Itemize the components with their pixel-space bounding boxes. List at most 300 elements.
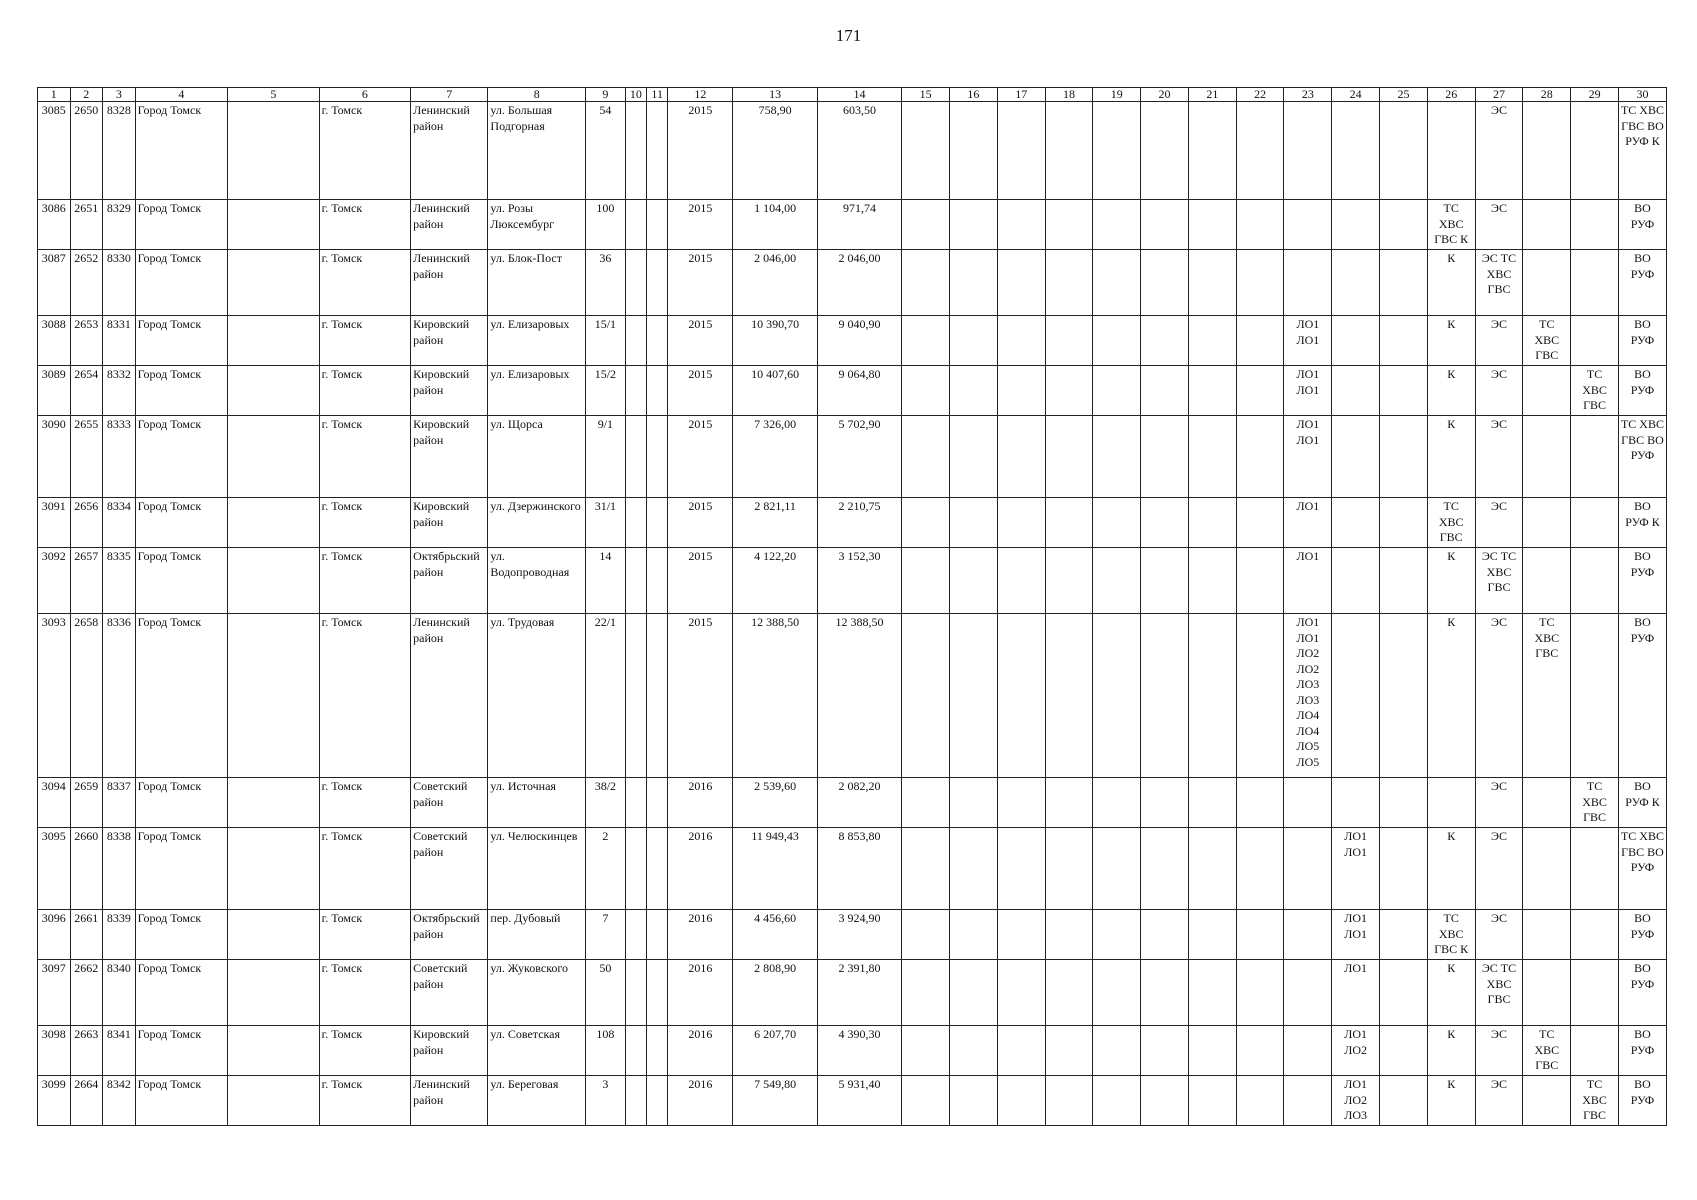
column-header-16: 16 [950,88,998,102]
cell-col-11 [647,1026,668,1076]
cell-col-17 [997,200,1045,250]
column-header-13: 13 [733,88,817,102]
cell-col-22 [1236,960,1284,1026]
cell-col-18 [1045,416,1093,498]
column-header-25: 25 [1380,88,1428,102]
cell-col-5 [228,778,320,828]
cell-col-30: ТС ХВС ГВС ВО РУФ [1618,416,1666,498]
cell-col-10 [625,498,646,548]
column-header-20: 20 [1141,88,1189,102]
cell-col-26: ТС ХВС ГВС К [1427,910,1475,960]
column-header-26: 26 [1427,88,1475,102]
cell-col-17 [997,498,1045,548]
cell-col-24: ЛО1 ЛО1 [1332,910,1380,960]
cell-col-25 [1380,416,1428,498]
cell-col-4: Город Томск [135,910,228,960]
cell-col-1: 3099 [38,1076,71,1126]
cell-col-5 [228,102,320,200]
cell-col-22 [1236,102,1284,200]
cell-col-19 [1093,316,1141,366]
cell-col-14: 5 931,40 [817,1076,901,1126]
cell-col-16 [950,316,998,366]
cell-col-22 [1236,828,1284,910]
cell-col-14: 3 924,90 [817,910,901,960]
cell-col-21 [1188,828,1236,910]
cell-col-27: ЭС [1475,498,1523,548]
cell-col-8: ул. Водопроводная [488,548,586,614]
cell-col-17 [997,960,1045,1026]
cell-col-27: ЭС [1475,1026,1523,1076]
cell-col-16 [950,102,998,200]
cell-col-17 [997,1026,1045,1076]
cell-col-4: Город Томск [135,614,228,778]
cell-col-13: 2 539,60 [733,778,817,828]
cell-col-25 [1380,316,1428,366]
table-row [38,960,1667,1026]
cell-col-4: Город Томск [135,366,228,416]
cell-col-20 [1141,102,1189,200]
cell-col-28 [1523,960,1571,1026]
cell-col-30: ВО РУФ [1618,960,1666,1026]
cell-col-7: Советский район [411,778,488,828]
cell-col-7: Кировский район [411,366,488,416]
cell-col-8: ул. Щорса [488,416,586,498]
column-header-12: 12 [668,88,733,102]
column-header-29: 29 [1571,88,1619,102]
cell-col-13: 2 808,90 [733,960,817,1026]
cell-col-3: 8339 [103,910,136,960]
cell-col-25 [1380,910,1428,960]
cell-col-12: 2016 [668,910,733,960]
cell-col-26: ТС ХВС ГВС [1427,498,1475,548]
cell-col-27: ЭС [1475,416,1523,498]
column-header-1: 1 [38,88,71,102]
cell-col-19 [1093,828,1141,910]
cell-col-26: К [1427,1026,1475,1076]
cell-col-1: 3089 [38,366,71,416]
cell-col-25 [1380,366,1428,416]
cell-col-19 [1093,910,1141,960]
cell-col-26: К [1427,960,1475,1026]
column-header-10: 10 [625,88,646,102]
cell-col-29 [1571,960,1619,1026]
cell-col-9: 22/1 [586,614,626,778]
cell-col-5 [228,366,320,416]
cell-col-26 [1427,778,1475,828]
cell-col-1: 3085 [38,102,71,200]
cell-col-28 [1523,498,1571,548]
cell-col-23: ЛО1 [1284,548,1332,614]
table-row [38,1026,1667,1076]
column-header-11: 11 [647,88,668,102]
cell-col-14: 9 064,80 [817,366,901,416]
cell-col-17 [997,1076,1045,1126]
cell-col-7: Кировский район [411,316,488,366]
cell-col-12: 2015 [668,548,733,614]
cell-col-10 [625,778,646,828]
cell-col-15 [902,200,950,250]
cell-col-23 [1284,910,1332,960]
cell-col-19 [1093,778,1141,828]
table-row [38,366,1667,416]
cell-col-12: 2016 [668,1076,733,1126]
column-header-21: 21 [1188,88,1236,102]
cell-col-28: ТС ХВС ГВС [1523,316,1571,366]
cell-col-18 [1045,498,1093,548]
cell-col-19 [1093,416,1141,498]
cell-col-4: Город Томск [135,828,228,910]
cell-col-1: 3097 [38,960,71,1026]
cell-col-26: К [1427,316,1475,366]
cell-col-14: 5 702,90 [817,416,901,498]
column-header-8: 8 [488,88,586,102]
column-header-27: 27 [1475,88,1523,102]
cell-col-7: Советский район [411,960,488,1026]
cell-col-21 [1188,614,1236,778]
cell-col-10 [625,548,646,614]
cell-col-18 [1045,1026,1093,1076]
cell-col-11 [647,250,668,316]
cell-col-25 [1380,1026,1428,1076]
cell-col-14: 603,50 [817,102,901,200]
cell-col-29 [1571,200,1619,250]
cell-col-30: ВО РУФ [1618,614,1666,778]
cell-col-2: 2664 [70,1076,103,1126]
cell-col-19 [1093,1076,1141,1126]
cell-col-27: ЭС [1475,366,1523,416]
cell-col-3: 8342 [103,1076,136,1126]
column-header-9: 9 [586,88,626,102]
cell-col-21 [1188,910,1236,960]
table-row [38,498,1667,548]
cell-col-21 [1188,416,1236,498]
cell-col-6: г. Томск [319,200,411,250]
cell-col-2: 2658 [70,614,103,778]
cell-col-27: ЭС [1475,828,1523,910]
cell-col-23 [1284,828,1332,910]
cell-col-27: ЭС [1475,316,1523,366]
cell-col-22 [1236,200,1284,250]
cell-col-22 [1236,250,1284,316]
cell-col-5 [228,1026,320,1076]
cell-col-23 [1284,200,1332,250]
cell-col-11 [647,102,668,200]
cell-col-9: 54 [586,102,626,200]
cell-col-28 [1523,548,1571,614]
cell-col-5 [228,614,320,778]
cell-col-14: 9 040,90 [817,316,901,366]
cell-col-2: 2656 [70,498,103,548]
cell-col-5 [228,548,320,614]
cell-col-9: 50 [586,960,626,1026]
cell-col-25 [1380,102,1428,200]
cell-col-15 [902,910,950,960]
cell-col-15 [902,366,950,416]
cell-col-3: 8338 [103,828,136,910]
cell-col-16 [950,960,998,1026]
column-header-24: 24 [1332,88,1380,102]
cell-col-9: 38/2 [586,778,626,828]
cell-col-18 [1045,778,1093,828]
cell-col-5 [228,200,320,250]
table-row [38,1076,1667,1126]
cell-col-6: г. Томск [319,498,411,548]
cell-col-4: Город Томск [135,416,228,498]
cell-col-11 [647,366,668,416]
cell-col-9: 14 [586,548,626,614]
cell-col-12: 2015 [668,614,733,778]
cell-col-25 [1380,200,1428,250]
cell-col-16 [950,778,998,828]
cell-col-6: г. Томск [319,910,411,960]
cell-col-5 [228,960,320,1026]
cell-col-16 [950,498,998,548]
cell-col-21 [1188,366,1236,416]
cell-col-6: г. Томск [319,828,411,910]
cell-col-11 [647,828,668,910]
cell-col-29 [1571,548,1619,614]
cell-col-5 [228,828,320,910]
cell-col-25 [1380,1076,1428,1126]
table-row [38,548,1667,614]
cell-col-14: 2 210,75 [817,498,901,548]
cell-col-15 [902,778,950,828]
cell-col-30: ВО РУФ [1618,200,1666,250]
cell-col-25 [1380,250,1428,316]
cell-col-10 [625,102,646,200]
column-header-17: 17 [997,88,1045,102]
cell-col-30: ВО РУФ [1618,548,1666,614]
cell-col-16 [950,1026,998,1076]
cell-col-20 [1141,548,1189,614]
cell-col-3: 8340 [103,960,136,1026]
cell-col-9: 15/1 [586,316,626,366]
cell-col-24 [1332,316,1380,366]
cell-col-15 [902,1076,950,1126]
cell-col-16 [950,416,998,498]
table-row [38,316,1667,366]
cell-col-14: 2 082,20 [817,778,901,828]
cell-col-22 [1236,416,1284,498]
cell-col-17 [997,250,1045,316]
cell-col-26: К [1427,1076,1475,1126]
cell-col-15 [902,614,950,778]
cell-col-11 [647,778,668,828]
cell-col-8: ул. Челюскинцев [488,828,586,910]
cell-col-7: Кировский район [411,1026,488,1076]
table-row [38,910,1667,960]
cell-col-7: Кировский район [411,416,488,498]
cell-col-24 [1332,416,1380,498]
cell-col-14: 2 046,00 [817,250,901,316]
column-header-3: 3 [103,88,136,102]
cell-col-3: 8341 [103,1026,136,1076]
cell-col-8: ул. Розы Люксембург [488,200,586,250]
column-header-23: 23 [1284,88,1332,102]
cell-col-21 [1188,102,1236,200]
cell-col-11 [647,548,668,614]
cell-col-19 [1093,614,1141,778]
cell-col-10 [625,366,646,416]
cell-col-29 [1571,102,1619,200]
cell-col-28 [1523,828,1571,910]
cell-col-2: 2659 [70,778,103,828]
cell-col-24 [1332,548,1380,614]
cell-col-8: ул. Блок-Пост [488,250,586,316]
cell-col-10 [625,316,646,366]
cell-col-4: Город Томск [135,102,228,200]
cell-col-8: ул. Береговая [488,1076,586,1126]
cell-col-15 [902,416,950,498]
column-number-row [38,88,1667,102]
cell-col-6: г. Томск [319,1026,411,1076]
cell-col-1: 3093 [38,614,71,778]
cell-col-22 [1236,548,1284,614]
cell-col-30: ВО РУФ [1618,366,1666,416]
cell-col-22 [1236,366,1284,416]
table-row [38,828,1667,910]
cell-col-8: ул. Источная [488,778,586,828]
cell-col-20 [1141,498,1189,548]
cell-col-26: К [1427,250,1475,316]
cell-col-23: ЛО1 [1284,498,1332,548]
cell-col-8: ул. Дзержинского [488,498,586,548]
cell-col-24 [1332,498,1380,548]
cell-col-4: Город Томск [135,960,228,1026]
cell-col-1: 3088 [38,316,71,366]
cell-col-16 [950,250,998,316]
cell-col-2: 2662 [70,960,103,1026]
cell-col-6: г. Томск [319,1076,411,1126]
cell-col-22 [1236,1026,1284,1076]
cell-col-11 [647,910,668,960]
cell-col-2: 2657 [70,548,103,614]
cell-col-28 [1523,250,1571,316]
cell-col-12: 2016 [668,960,733,1026]
cell-col-21 [1188,250,1236,316]
column-header-22: 22 [1236,88,1284,102]
cell-col-29 [1571,910,1619,960]
cell-col-6: г. Томск [319,366,411,416]
column-header-7: 7 [411,88,488,102]
cell-col-10 [625,960,646,1026]
table-row [38,778,1667,828]
column-header-28: 28 [1523,88,1571,102]
cell-col-29 [1571,250,1619,316]
cell-col-15 [902,1026,950,1076]
cell-col-21 [1188,1026,1236,1076]
cell-col-9: 3 [586,1076,626,1126]
cell-col-7: Кировский район [411,498,488,548]
cell-col-8: ул. Елизаровых [488,316,586,366]
cell-col-20 [1141,1076,1189,1126]
cell-col-6: г. Томск [319,250,411,316]
cell-col-18 [1045,960,1093,1026]
cell-col-11 [647,416,668,498]
cell-col-18 [1045,910,1093,960]
cell-col-3: 8328 [103,102,136,200]
cell-col-23 [1284,1026,1332,1076]
cell-col-12: 2015 [668,200,733,250]
cell-col-7: Ленинский район [411,250,488,316]
cell-col-17 [997,416,1045,498]
cell-col-22 [1236,498,1284,548]
cell-col-16 [950,828,998,910]
cell-col-30: ТС ХВС ГВС ВО РУФ [1618,828,1666,910]
cell-col-11 [647,960,668,1026]
cell-col-29: ТС ХВС ГВС [1571,1076,1619,1126]
cell-col-12: 2016 [668,1026,733,1076]
cell-col-19 [1093,250,1141,316]
cell-col-5 [228,250,320,316]
cell-col-29: ТС ХВС ГВС [1571,778,1619,828]
cell-col-2: 2653 [70,316,103,366]
cell-col-5 [228,910,320,960]
cell-col-10 [625,910,646,960]
cell-col-8: пер. Дубовый [488,910,586,960]
cell-col-18 [1045,250,1093,316]
cell-col-18 [1045,548,1093,614]
cell-col-12: 2015 [668,316,733,366]
cell-col-27: ЭС [1475,102,1523,200]
cell-col-30: ТС ХВС ГВС ВО РУФ К [1618,102,1666,200]
cell-col-23 [1284,960,1332,1026]
cell-col-8: ул. Большая Подгорная [488,102,586,200]
cell-col-9: 7 [586,910,626,960]
column-header-4: 4 [135,88,228,102]
cell-col-9: 15/2 [586,366,626,416]
cell-col-22 [1236,614,1284,778]
cell-col-10 [625,200,646,250]
cell-col-30: ВО РУФ К [1618,778,1666,828]
cell-col-20 [1141,416,1189,498]
cell-col-6: г. Томск [319,614,411,778]
table-row [38,200,1667,250]
cell-col-11 [647,1076,668,1126]
cell-col-27: ЭС ТС ХВС ГВС [1475,548,1523,614]
cell-col-1: 3086 [38,200,71,250]
cell-col-20 [1141,1026,1189,1076]
cell-col-4: Город Томск [135,498,228,548]
cell-col-7: Ленинский район [411,614,488,778]
cell-col-23 [1284,102,1332,200]
cell-col-4: Город Томск [135,250,228,316]
cell-col-21 [1188,1076,1236,1126]
cell-col-23: ЛО1 ЛО1 [1284,416,1332,498]
cell-col-15 [902,548,950,614]
cell-col-8: ул. Елизаровых [488,366,586,416]
cell-col-5 [228,416,320,498]
cell-col-15 [902,960,950,1026]
cell-col-26: К [1427,366,1475,416]
cell-col-23 [1284,1076,1332,1126]
cell-col-29 [1571,1026,1619,1076]
cell-col-5 [228,498,320,548]
cell-col-17 [997,366,1045,416]
cell-col-15 [902,828,950,910]
column-header-14: 14 [817,88,901,102]
cell-col-14: 4 390,30 [817,1026,901,1076]
cell-col-14: 12 388,50 [817,614,901,778]
cell-col-14: 2 391,80 [817,960,901,1026]
cell-col-15 [902,102,950,200]
cell-col-13: 7 326,00 [733,416,817,498]
cell-col-10 [625,250,646,316]
cell-col-6: г. Томск [319,416,411,498]
cell-col-17 [997,614,1045,778]
cell-col-15 [902,250,950,316]
cell-col-2: 2661 [70,910,103,960]
